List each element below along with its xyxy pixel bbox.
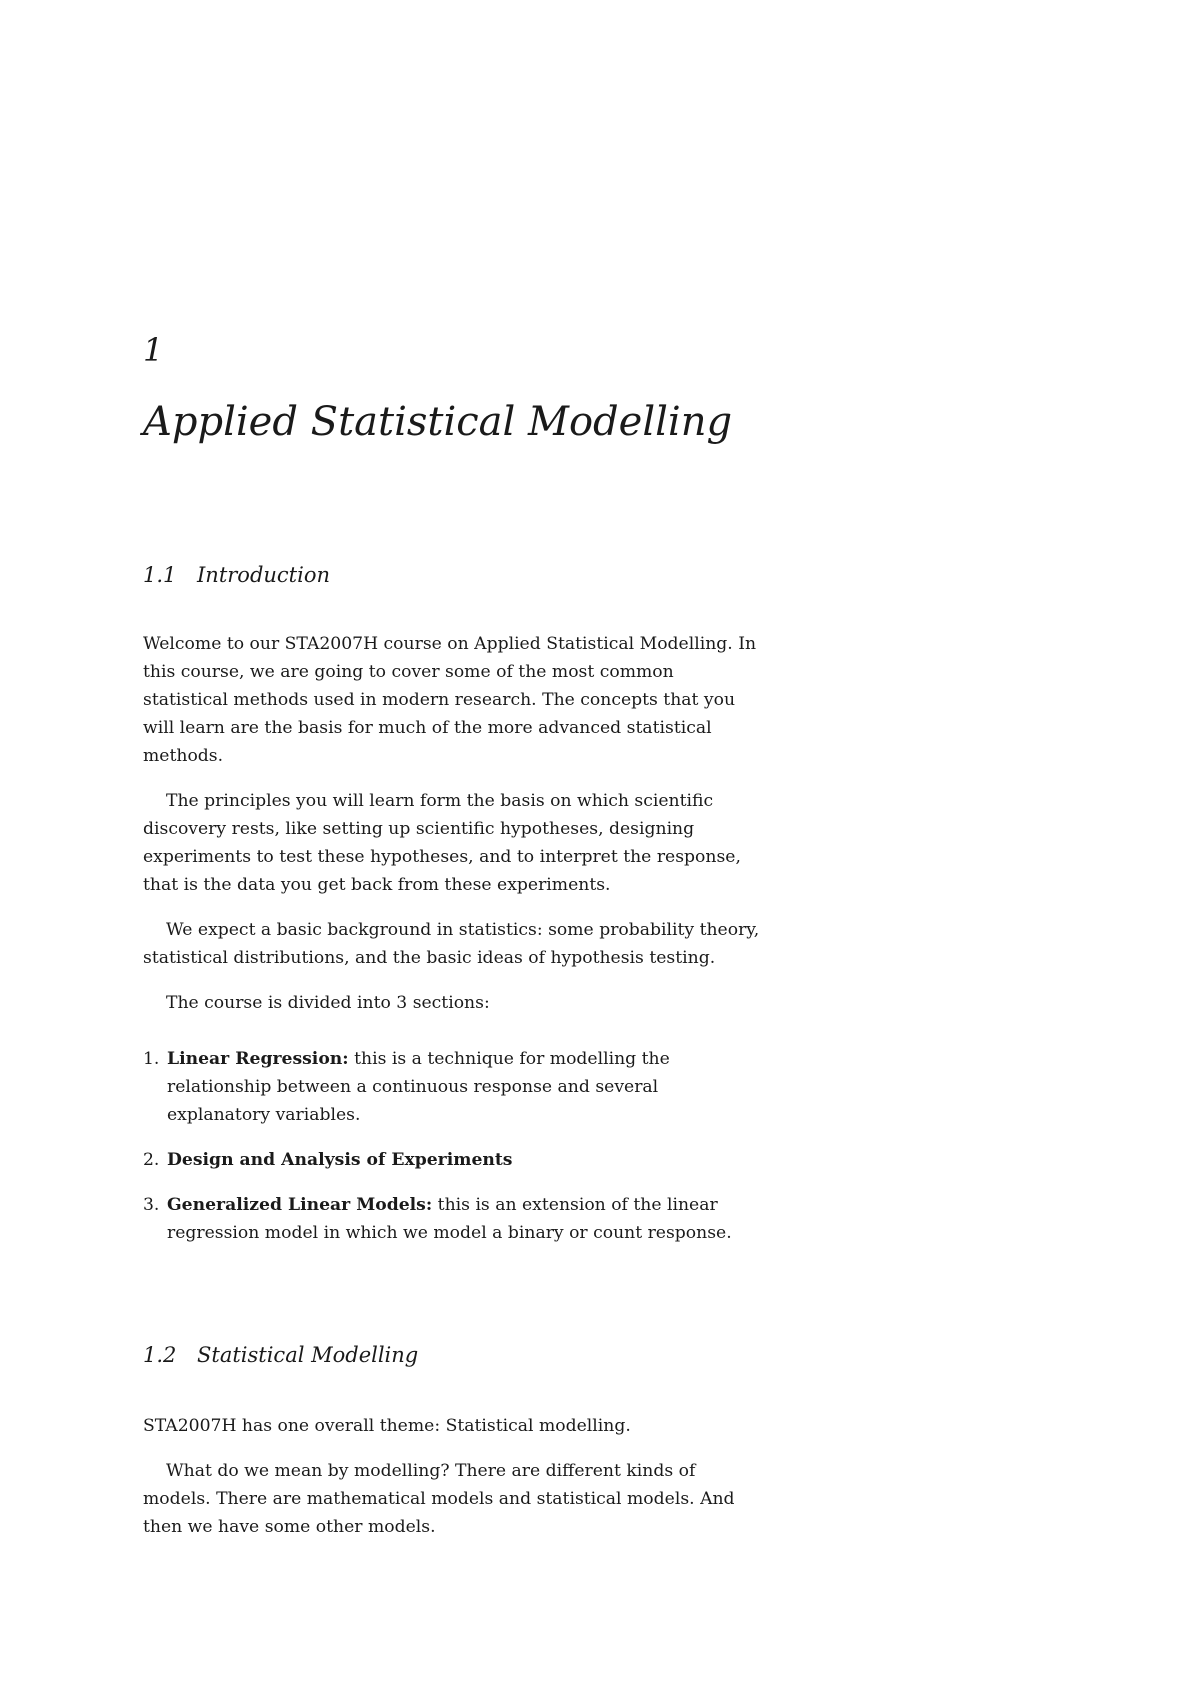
list-marker: 1. — [143, 1049, 160, 1069]
list-item-term: Generalized Linear Models: — [167, 1195, 433, 1215]
list-marker: 3. — [143, 1195, 160, 1215]
section-heading-statistical-modelling — [143, 1340, 418, 1370]
paragraph: The principles you will learn form the basis on which scientific discovery rests, like setting up scientific hypotheses, designing experiments to test these hypotheses, and to interpret the response, that is the data you get back from these experiments. — [143, 791, 741, 895]
introduction-body — [143, 630, 763, 1264]
statistical-modelling-body — [143, 1412, 763, 1558]
list-item-text: this is an extension of the linear regression model in which we model a binary or count response. — [167, 1195, 732, 1243]
list-item — [143, 1191, 763, 1247]
section-number: 1.2 — [143, 1343, 177, 1367]
list-item-text: this is a technique for modelling the relationship between a continuous response and several explanatory variables. — [167, 1049, 670, 1125]
list-item-term: Design and Analysis of Experiments — [167, 1150, 513, 1170]
paragraph: What do we mean by modelling? There are different kinds of models. There are mathematical models and statistical models. And then we have some other models. — [143, 1461, 735, 1537]
paragraph: Welcome to our STA2007H course on Applied Statistical Modelling. In this course, we are going to cover some of the most common statistical methods used in modern research. The concepts that you will learn are the basis for much of the more advanced statistical methods. — [143, 634, 757, 766]
course-sections-list — [143, 1045, 763, 1247]
section-title: Statistical Modelling — [197, 1343, 419, 1367]
section-title: Introduction — [197, 563, 330, 587]
list-item — [143, 1146, 763, 1174]
chapter-title: Applied Statistical Modelling — [143, 399, 733, 445]
list-item — [143, 1045, 763, 1129]
paragraph: We expect a basic background in statistics: some probability theory, statistical distributions, and the basic ideas of hypothesis testing. — [143, 920, 760, 968]
list-marker: 2. — [143, 1150, 160, 1170]
paragraph: The course is divided into 3 sections: — [166, 993, 490, 1013]
list-item-term: Linear Regression: — [167, 1049, 349, 1069]
section-heading-introduction — [143, 560, 330, 590]
paragraph: STA2007H has one overall theme: Statistical modelling. — [143, 1416, 631, 1436]
chapter-number: 1 — [143, 331, 164, 369]
section-number: 1.1 — [143, 563, 177, 587]
